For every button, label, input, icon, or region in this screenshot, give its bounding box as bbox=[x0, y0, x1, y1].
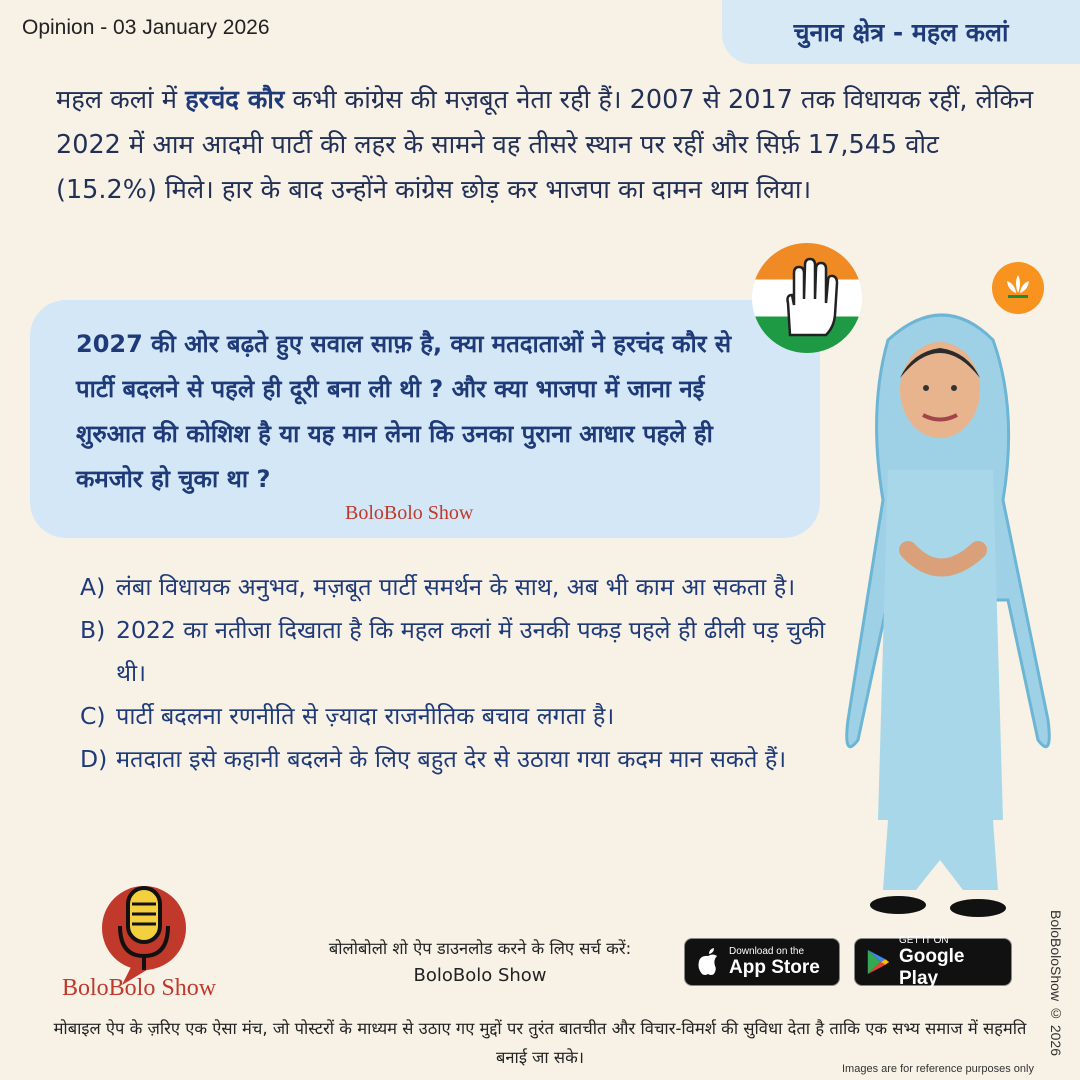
option-c[interactable]: C) पार्टी बदलना रणनीति से ज़्यादा राजनीतिक बचाव लगता है। bbox=[80, 702, 615, 730]
google-play-icon bbox=[865, 947, 891, 977]
watermark: BoloBolo Show bbox=[345, 502, 474, 524]
option-a[interactable]: A) लंबा विधायक अनुभव, मज़बूत पार्टी समर्थन के साथ, अब भी काम आ सकता है। bbox=[80, 573, 796, 601]
answer-options bbox=[80, 566, 840, 781]
download-instructions: बोलोबोलो शो ऐप डाउनलोड करने के लिए सर्च करें: BoloBolo Show bbox=[328, 939, 632, 986]
candidate-name: हरचंद कौर bbox=[185, 85, 285, 115]
intro-paragraph bbox=[56, 78, 1041, 213]
intro-post: कभी कांग्रेस की मज़बूत नेता रही हैं। 2007 से 2017 तक विधायक रहीं, लेकिन 2022 में आम आदमी पार्टी की लहर के सामने वह तीसरे स्थान पर रहीं और सिर्फ़ 17,545 वोट (15.2%) मिले। हार के बाद उन्होंने कांग्रेस छोड़ कर भाजपा का दामन थाम लिया। bbox=[56, 85, 1034, 205]
constituency-tag: चुनाव क्षेत्र - महल कलां bbox=[722, 0, 1080, 64]
footer-text: मोबाइल ऐप के ज़रिए एक ऐसा मंच, जो पोस्टरों के माध्यम से उठाए गए मुद्दों पर तुरंत बातचीत और विचार-विमर्श की सुविधा देता है ताकि एक सभ्य समाज में सहमति बनाई जा सके। bbox=[53, 1019, 1027, 1067]
candidate-illustration bbox=[828, 300, 1058, 930]
option-d[interactable]: D) मतदाता इसे कहानी बदलने के लिए बहुत देर से उठाया गया कदम मान सकते हैं। bbox=[80, 745, 787, 773]
option-b[interactable]: B) 2022 का नतीजा दिखाता है कि महल कलां में उनकी पकड़ पहले ही ढीली पड़ चुकी थी। bbox=[80, 616, 826, 687]
apple-icon bbox=[695, 947, 721, 977]
question-text: 2027 की ओर बढ़ते हुए सवाल साफ़ है, क्या मतदाताओं ने हरचंद कौर से पार्टी बदलने से पहले ही दूरी बना ली थी ? और क्या भाजपा में जाना नई शुरुआत की कोशिश है या यह मान लेना कि उनका पुराना आधार पहले ही कमजोर हो चुका था ? bbox=[76, 330, 732, 493]
google-play-button[interactable]: GET IT ON Google Play bbox=[854, 938, 1012, 986]
brand-name: BoloBolo Show bbox=[62, 975, 217, 1001]
disclaimer: Images are for reference purposes only bbox=[842, 1063, 1034, 1075]
post-date: Opinion - 03 January 2026 bbox=[22, 16, 270, 39]
copyright-side-text: BoloBoloShow © 2026 bbox=[1048, 910, 1064, 1056]
intro-pre: महल कलां में bbox=[56, 85, 178, 115]
app-store-button[interactable]: Download on the App Store bbox=[684, 938, 840, 986]
